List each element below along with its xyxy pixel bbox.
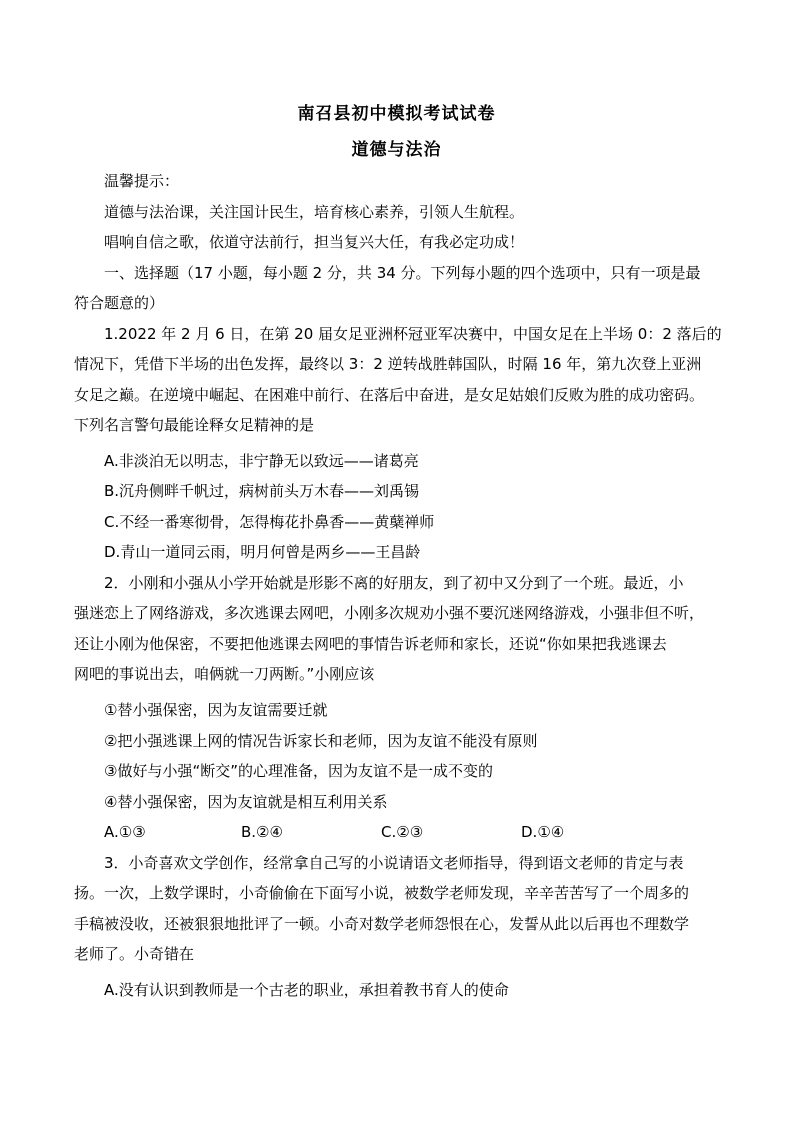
q1-option-d: D.青山一道同云雨，明月何曾是两乡——王昌龄 xyxy=(104,543,421,561)
q1-line-3: 女足之巅。在逆境中崛起、在困难中前行、在落后中奋进，是女足姑娘们反败为胜的成功密码。 xyxy=(74,386,705,404)
q2-option-c: C.②③ xyxy=(381,823,424,841)
q2-line-2: 强迷恋上了网络游戏，多次逃课去网吧，小刚多次规劝小强不要沉迷网络游戏，小强非但不听， xyxy=(74,604,705,622)
q2-option-b: B.②④ xyxy=(241,823,283,841)
q2-statement-3: ③做好与小强“断交”的心理准备，因为友谊不是一成不变的 xyxy=(104,762,493,780)
q2-statement-2: ②把小强逃课上网的情况告诉家长和老师，因为友谊不能没有原则 xyxy=(104,732,538,750)
q2-line-1: 2．小刚和小强从小学开始就是形影不离的好朋友，到了初中又分到了一个班。最近，小 xyxy=(104,574,684,592)
tips-label: 温馨提示： xyxy=(104,172,180,190)
section-heading-line-2: 符合题意的） xyxy=(74,294,165,312)
q2-option-d: D.①④ xyxy=(521,823,565,841)
q1-line-4: 下列名言警句最能诠释女足精神的是 xyxy=(74,416,315,434)
q2-statement-1: ①替小强保密，因为友谊需要迁就 xyxy=(104,701,328,719)
q3-line-4: 老师了。小奇错在 xyxy=(74,945,195,963)
exam-subject: 道德与法治 xyxy=(351,140,442,160)
q2-line-4: 网吧的事说出去，咱俩就一刀两断。”小刚应该 xyxy=(74,665,375,683)
q1-line-1: 1.2022 年 2 月 6 日，在第 20 届女足亚洲杯冠亚军决赛中，中国女足在上半场 0：2 落后的 xyxy=(104,325,722,343)
q1-option-b: B.沉舟侧畔千帆过，病树前头万木春——刘禹锡 xyxy=(104,482,420,500)
q3-line-1: 3．小奇喜欢文学创作，经常拿自己写的小说请语文老师指导，得到语文老师的肯定与表 xyxy=(104,854,684,872)
q3-line-2: 扬。一次，上数学课时，小奇偷偷在下面写小说，被数学老师发现，辛辛苦苦写了一个周多的 xyxy=(74,884,690,902)
section-heading-line-1: 一、选择题（17 小题，每小题 2 分，共 34 分。下列每小题的四个选项中，只有一项是最 xyxy=(104,264,701,282)
tips-line-2: 唱响自信之歌，依道守法前行，担当复兴大任，有我必定功成！ xyxy=(104,233,525,251)
q2-option-a: A.①③ xyxy=(104,823,146,841)
q2-statement-4: ④替小强保密，因为友谊就是相互利用关系 xyxy=(104,793,388,811)
exam-title: 南召县初中模拟考试试卷 xyxy=(297,104,496,124)
q1-option-a: A.非淡泊无以明志，非宁静无以致远——诸葛亮 xyxy=(104,452,419,470)
tips-line-1: 道德与法治课，关注国计民生，培育核心素养，引领人生航程。 xyxy=(104,203,525,221)
q2-line-3: 还让小刚为他保密，不要把他逃课去网吧的事情告诉老师和家长，还说“你如果把我逃课去 xyxy=(74,635,667,653)
q1-option-c: C.不经一番寒彻骨，怎得梅花扑鼻香——黄蘖禅师 xyxy=(104,513,435,531)
q3-option-a: A.没有认识到教师是一个古老的职业，承担着教书育人的使命 xyxy=(104,981,509,999)
q3-line-3: 手稿被没收，还被狠狠地批评了一顿。小奇对数学老师怨恨在心，发誓从此以后再也不理数学 xyxy=(74,915,690,933)
q1-line-2: 情况下，凭借下半场的出色发挥，最终以 3：2 逆转战胜韩国队，时隔 16 年，第九次登上亚洲 xyxy=(74,355,702,373)
